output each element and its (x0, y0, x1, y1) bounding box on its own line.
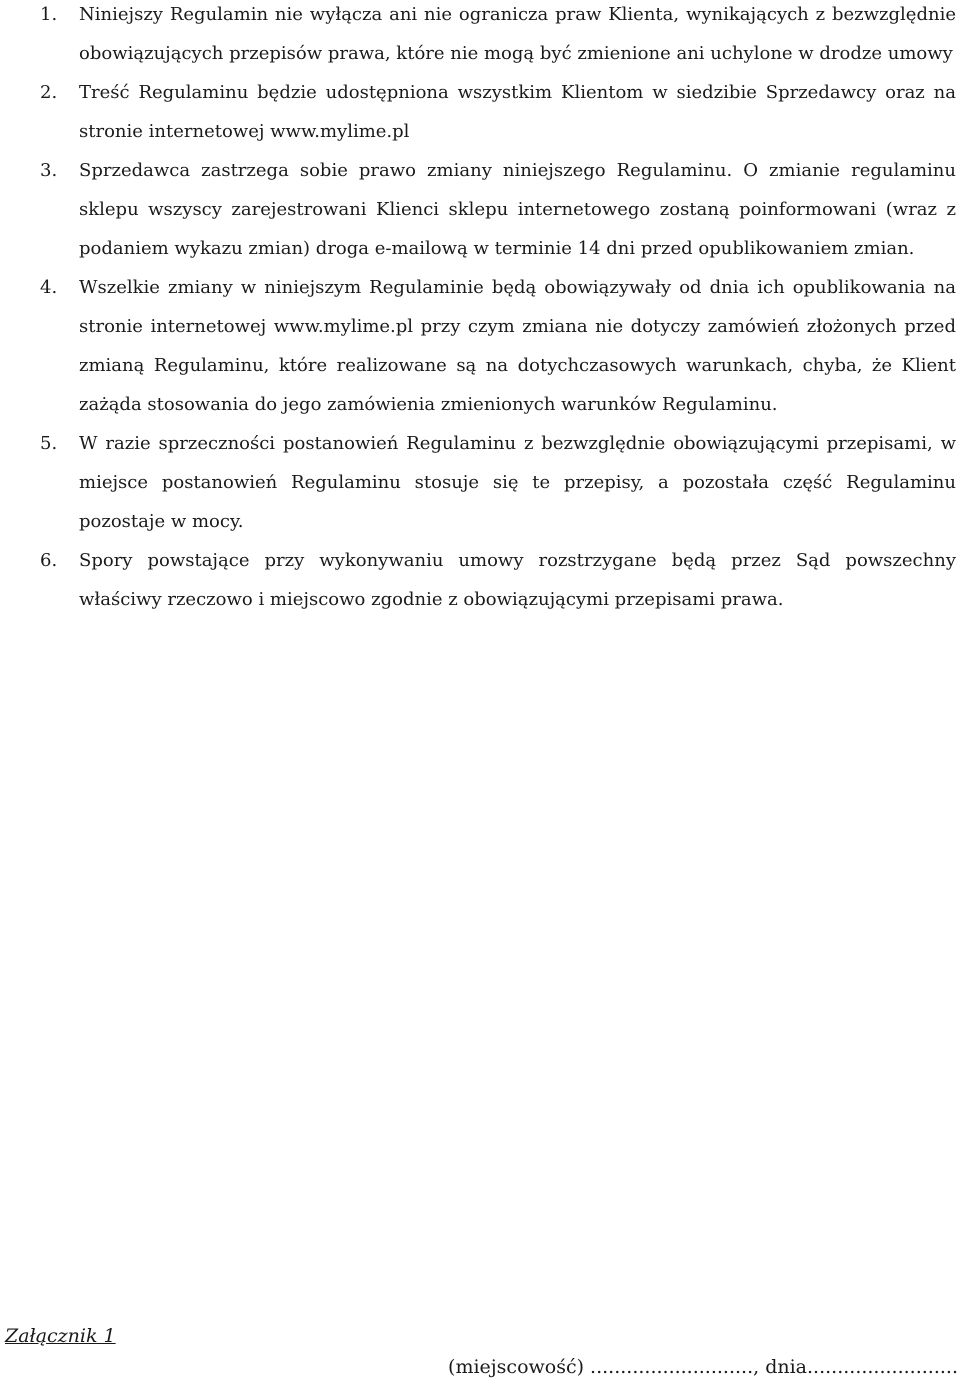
clause-number: 1. (40, 4, 58, 25)
clause-text: Spory powstające przy wykonywaniu umowy rozstrzygane będą przez Sąd powszechny właściwy rzeczowo i miejscowo zgodnie z obowiązującymi przepisami prawa. (79, 550, 956, 610)
clause-text: Sprzedawca zastrzega sobie prawo zmiany niniejszego Regulaminu. O zmianie regulaminu sklepu wszyscy zarejestrowani Klienci sklepu internetowego zostaną poinformowani (wraz z podaniem wykazu zmian) droga e-mailową w terminie 14 dni przed opublikowaniem zmian. (79, 160, 956, 259)
clause-2 (0, 73, 960, 151)
clause-number: 2. (40, 82, 58, 103)
clause-4 (0, 268, 960, 424)
place-date-line: (miejscowość) ..........................., dnia......................... (448, 1356, 958, 1378)
clause-number: 3. (40, 160, 58, 181)
clause-3 (0, 151, 960, 268)
clause-number: 5. (40, 433, 58, 454)
annex-heading: Załącznik 1 (5, 1325, 116, 1347)
clause-number: 6. (40, 550, 58, 571)
clause-text: Treść Regulaminu będzie udostępniona wszystkim Klientom w siedzibie Sprzedawcy oraz na stronie internetowej www.mylime.pl (79, 82, 956, 142)
regulations-clause-list (0, 0, 960, 619)
clause-text: W razie sprzeczności postanowień Regulaminu z bezwzględnie obowiązującymi przepisami, w miejsce postanowień Regulaminu stosuje się te przepisy, a pozostała część Regulaminu pozostaje w mocy. (79, 433, 956, 532)
clause-5 (0, 424, 960, 541)
clause-6 (0, 541, 960, 619)
clause-number: 4. (40, 277, 58, 298)
clause-text: Wszelkie zmiany w niniejszym Regulaminie będą obowiązywały od dnia ich opublikowania na stronie internetowej www.mylime.pl przy czym zmiana nie dotyczy zamówień złożonych przed zmianą Regulaminu, które realizowane są na dotychczasowych warunkach, chyba, że Klient zażąda stosowania do jego zamówienia zmienionych warunków Regulaminu. (79, 277, 956, 415)
clause-text: Niniejszy Regulamin nie wyłącza ani nie ogranicza praw Klienta, wynikających z bezwzględnie obowiązujących przepisów prawa, które nie mogą być zmienione ani uchylone w drodze umowy (79, 4, 956, 64)
clause-1 (0, 0, 960, 73)
